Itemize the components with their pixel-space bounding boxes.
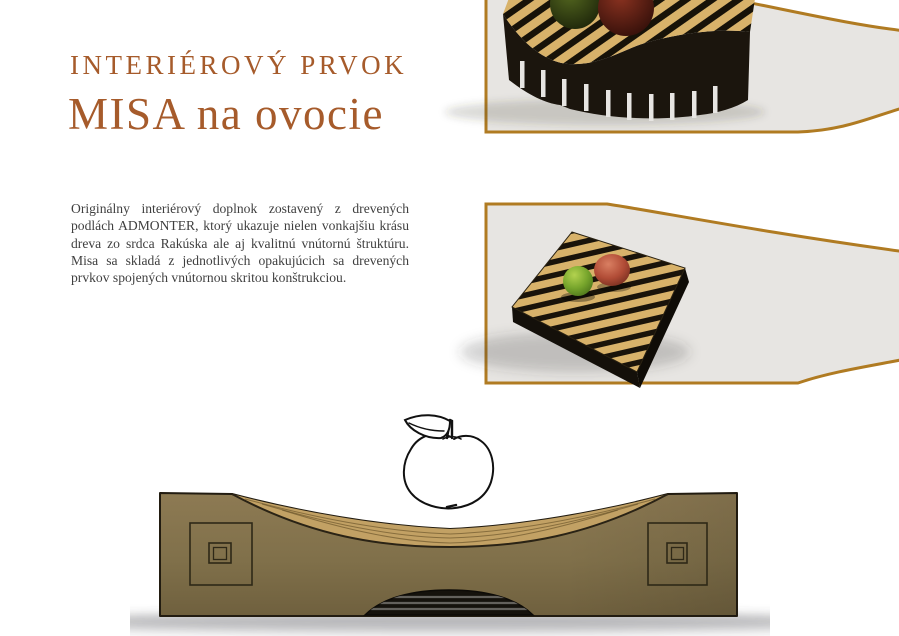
apple-leaf <box>405 415 450 438</box>
panel-bowl-top-view <box>0 195 899 395</box>
fruit-green-apple <box>563 266 593 296</box>
panel-bowl-perspective <box>0 0 899 146</box>
bowl-front-elevation <box>130 470 770 636</box>
page-title: MISA na ovocie <box>68 89 384 139</box>
description-paragraph: Originálny interiérový doplnok zostavený z drevených podlách ADMONTER, ktorý ukazuje nielen vonkajšiu krásu dreva zo srdca Rakúska ale aj kvalitnú vnútornú štruktúru. Misa sa skladá z jednotlivých opakujúcich sa drevených prvkov spojených vnútornou skritou konštrukciou. <box>71 201 409 286</box>
page-kicker: INTERIÉROVÝ PRVOK <box>70 50 408 80</box>
bench-shadow-wide <box>130 614 770 636</box>
fruit-red-apple <box>594 254 630 286</box>
